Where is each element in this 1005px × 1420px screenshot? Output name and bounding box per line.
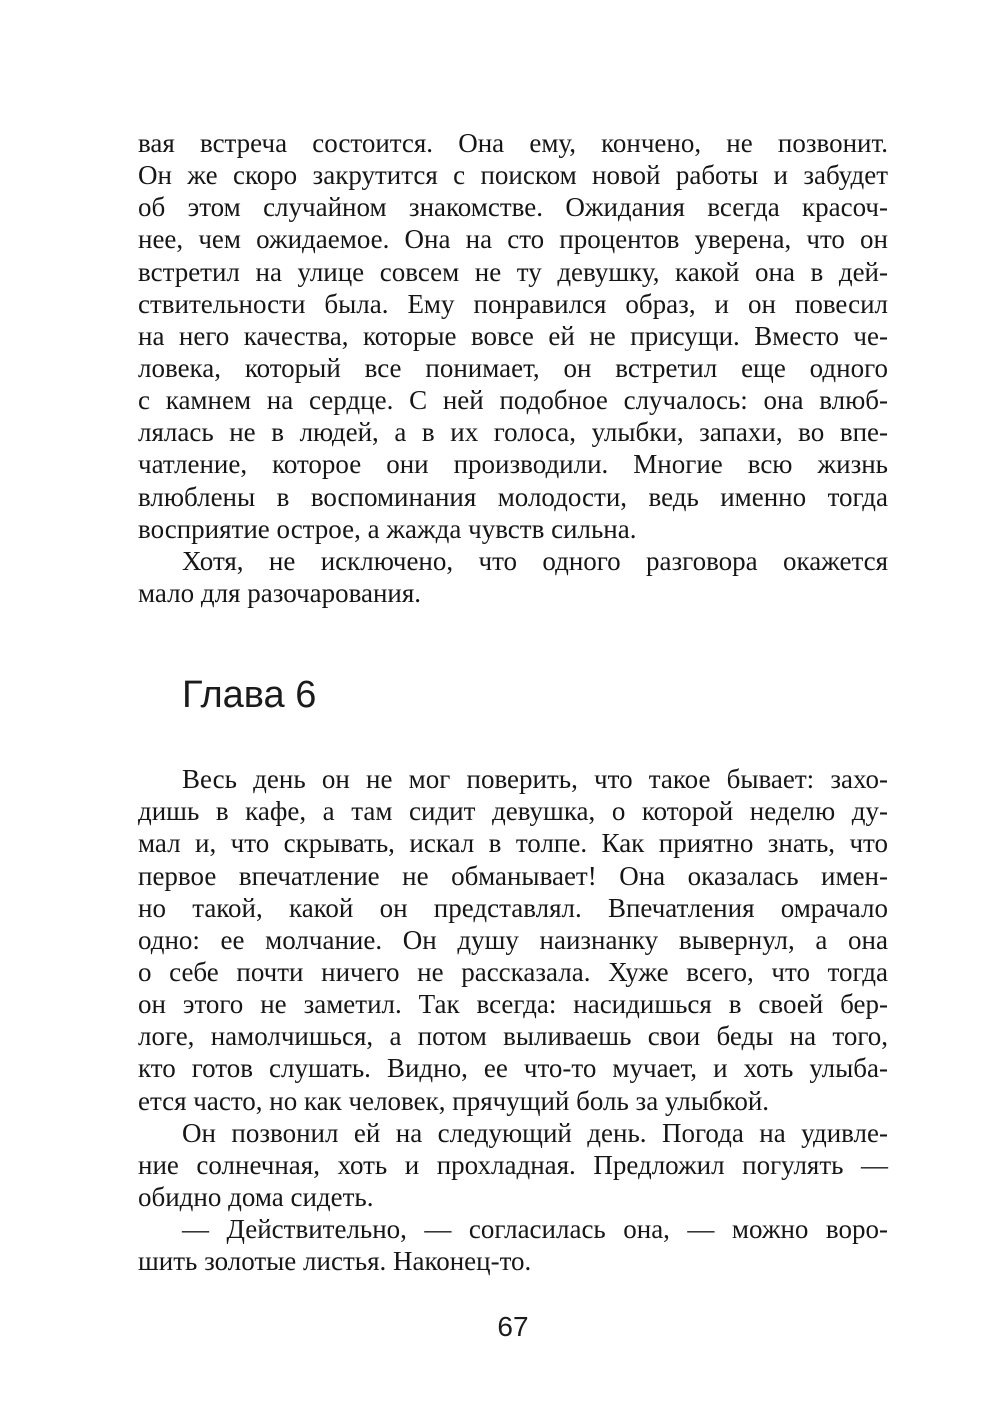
text-line: Он позвонил ей на следующий день. Погода на удивле- — [182, 1117, 888, 1148]
paragraph — [138, 1117, 888, 1213]
text-line: мал и, что скрывать, искал в толпе. Как приятно знать, что — [138, 828, 888, 859]
text-line: одно: ее молчание. Он душу наизнанку вывернул, а она — [138, 924, 888, 955]
paragraph — [138, 763, 888, 1117]
text-line: ние солнечная, хоть и прохладная. Предложил погулять — — [138, 1149, 888, 1180]
text-line: ствительности была. Ему понравился образ, и он повесил — [138, 288, 888, 319]
text-line: вая встреча состоится. Она ему, кончено, не позвонит. — [138, 128, 888, 158]
text-line: — Действительно, — согласилась она, — можно воро- — [182, 1214, 888, 1245]
text-line: чатление, которое они производили. Многие всю жизнь — [138, 449, 888, 480]
text-line: обидно дома сидеть. — [138, 1181, 374, 1212]
text-line: Хотя, не исключено, что одного разговора окажется — [182, 545, 888, 576]
text-line: восприятие острое, а жажда чувств сильна. — [138, 513, 637, 544]
text-line: лялась не в людей, а в их голоса, улыбки, запахи, во впе- — [138, 417, 888, 448]
text-line: но такой, какой он представлял. Впечатления омрачало — [138, 892, 888, 923]
text-line: ется часто, но как человек, прячущий боль за улыбкой. — [138, 1085, 770, 1116]
text-line: шить золотые листья. Наконец-то. — [138, 1246, 532, 1277]
paragraph — [138, 545, 888, 609]
text-line: встретил на улице совсем не ту девушку, какой она в дей- — [138, 256, 888, 287]
text-line: нее, чем ожидаемое. Она на сто процентов уверена, что он — [138, 224, 888, 255]
text-line: Весь день он не мог поверить, что такое бывает: захо- — [182, 764, 888, 795]
paragraph — [138, 127, 888, 545]
text-line: мало для разочарования. — [138, 577, 422, 608]
text-line: он этого не заметил. Так всегда: насидишься в своей бер- — [138, 989, 888, 1020]
text-line: ловека, который все понимает, он встретил еще одного — [138, 352, 888, 383]
text-line: дишь в кафе, а там сидит девушка, о которой неделю ду- — [138, 796, 888, 827]
text-line: на него качества, которые вовсе ей не присущи. Вместо че- — [138, 320, 888, 351]
text-line: первое впечатление не обманывает! Она оказалась имен- — [138, 860, 888, 891]
chapter-heading: Глава 6 — [182, 674, 317, 717]
text-line: с камнем на сердце. С ней подобное случалось: она влюб- — [138, 385, 888, 416]
text-line: о себе почти ничего не рассказала. Хуже всего, что тогда — [138, 956, 888, 987]
page-number: 67 — [497, 1311, 529, 1342]
text-line: влюблены в воспоминания молодости, ведь именно тогда — [138, 481, 888, 512]
paragraph — [138, 1213, 888, 1277]
text-line: Он же скоро закрутится с поиском новой работы и забудет — [138, 160, 888, 191]
text-block — [138, 127, 888, 1277]
text-line: кто готов слушать. Видно, ее что-то мучает, и хоть улыба- — [138, 1053, 888, 1084]
text-line: логе, намолчишься, а потом выливаешь свои беды на того, — [138, 1021, 888, 1052]
text-line: об этом случайном знакомстве. Ожидания всегда красоч- — [138, 192, 888, 223]
